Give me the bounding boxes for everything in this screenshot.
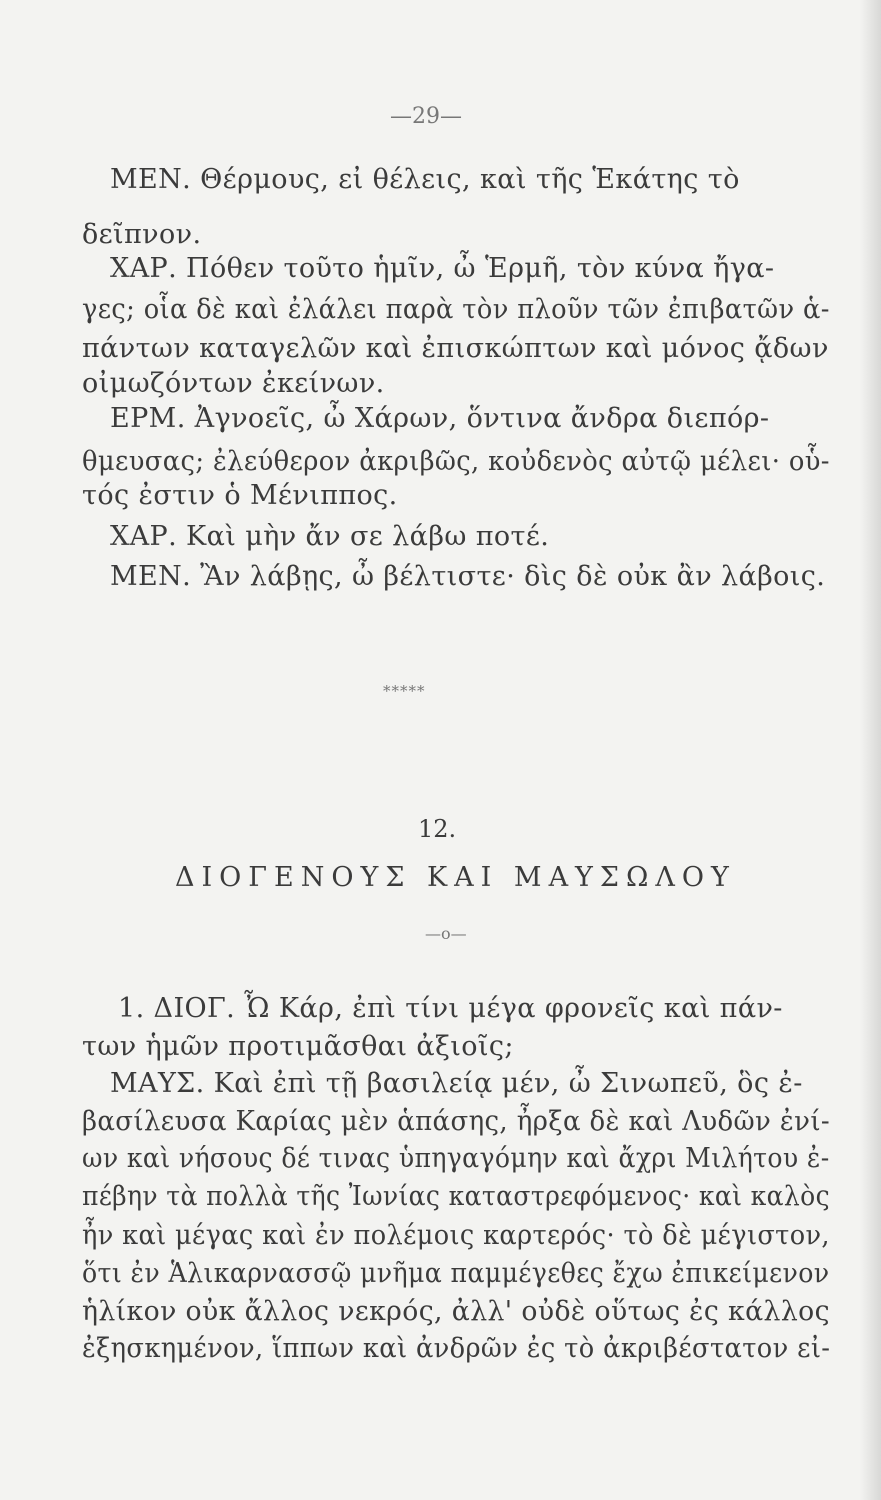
page-edge-shadow [860,0,881,1500]
text-line-18: ἦν καὶ μέγας καὶ ἐν πολέμοις καρτερός· τὸ δὲ μέγιστον, [82,1220,830,1251]
title-separator: —o— [425,924,467,943]
text-line-8: θμευσας; ἐλεύθερον ἀκριβῶς, κοὐδενὸς αὐτῷ μέλει· οὗ- [82,446,830,477]
text-line-10: ΧΑΡ. Καὶ μὴν ἄν σε λάβω ποτέ. [110,521,550,552]
text-line-9: τός ἐστιν ὁ Μένιππος. [82,480,398,511]
section-number: 12. [418,815,457,843]
page-number: —29— [390,104,462,129]
text-line-14: ΜΑΥΣ. Καὶ ἐπὶ τῇ βασιλείᾳ μέν, ὦ Σινωπεῦ, ὃς ἐ- [110,1068,803,1099]
text-line-3: ΧΑΡ. Πόθεν τοῦτο ἡμῖν, ὦ Ἑρμῆ, τὸν κύνα ἤγα- [110,253,775,284]
text-line-20: ἡλίκον οὐκ ἄλλος νεκρός, ἀλλ' οὐδὲ οὕτως ἐς κάλλος [82,1296,830,1327]
text-line-16: ων καὶ νήσους δέ τινας ὑπηγαγόμην καὶ ἄχρι Μιλήτου ἐ- [82,1143,830,1174]
text-line-12: 1. ΔΙΟΓ. Ὦ Κάρ, ἐπὶ τίνι μέγα φρονεῖς καὶ πάν- [118,993,783,1024]
text-line-5: πάντων καταγελῶν καὶ ἐπισκώπτων καὶ μόνος ᾄδων [82,333,829,364]
text-line-7: ΕΡΜ. Ἀγνοεῖς, ὦ Χάρων, ὅντινα ἄνδρα διεπόρ- [110,403,770,434]
text-line-6: οἰμωζόντων ἐκείνων. [82,368,385,399]
text-line-13: των ἡμῶν προτιμᾶσθαι ἀξιοῖς; [82,1031,514,1062]
section-separator: ***** [383,682,426,700]
text-line-11: ΜΕΝ. Ἂν λάβῃς, ὦ βέλτιστε· δὶς δὲ οὐκ ἂν λάβοις. [110,561,826,592]
text-line-1: ΜΕΝ. Θέρμους, εἰ θέλεις, καὶ τῆς Ἑκάτης τὸ [110,164,740,195]
section-title: ΔΙΟΓΕΝΟΥΣ ΚΑΙ ΜΑΥΣΩΛΟΥ [175,862,736,893]
text-line-4: γες; οἷα δὲ καὶ ἐλάλει παρὰ τὸν πλοῦν τῶν ἐπιβατῶν ἁ- [82,294,830,325]
text-line-17: πέβην τὰ πολλὰ τῆς Ἰωνίας καταστρεφόμενος· καὶ καλὸς [82,1181,830,1212]
text-line-2: δεῖπνον. [82,219,202,250]
text-line-15: βασίλευσα Καρίας μὲν ἁπάσης, ἦρξα δὲ καὶ Λυδῶν ἐνί- [82,1106,831,1137]
text-line-21: ἐξησκημένον, ἵππων καὶ ἀνδρῶν ἐς τὸ ἀκριβέστατον εἰ- [82,1333,831,1364]
text-line-19: ὅτι ἐν Ἁλικαρνασσῷ μνῆμα παμμέγεθες ἔχω ἐπικείμενον [82,1258,830,1289]
